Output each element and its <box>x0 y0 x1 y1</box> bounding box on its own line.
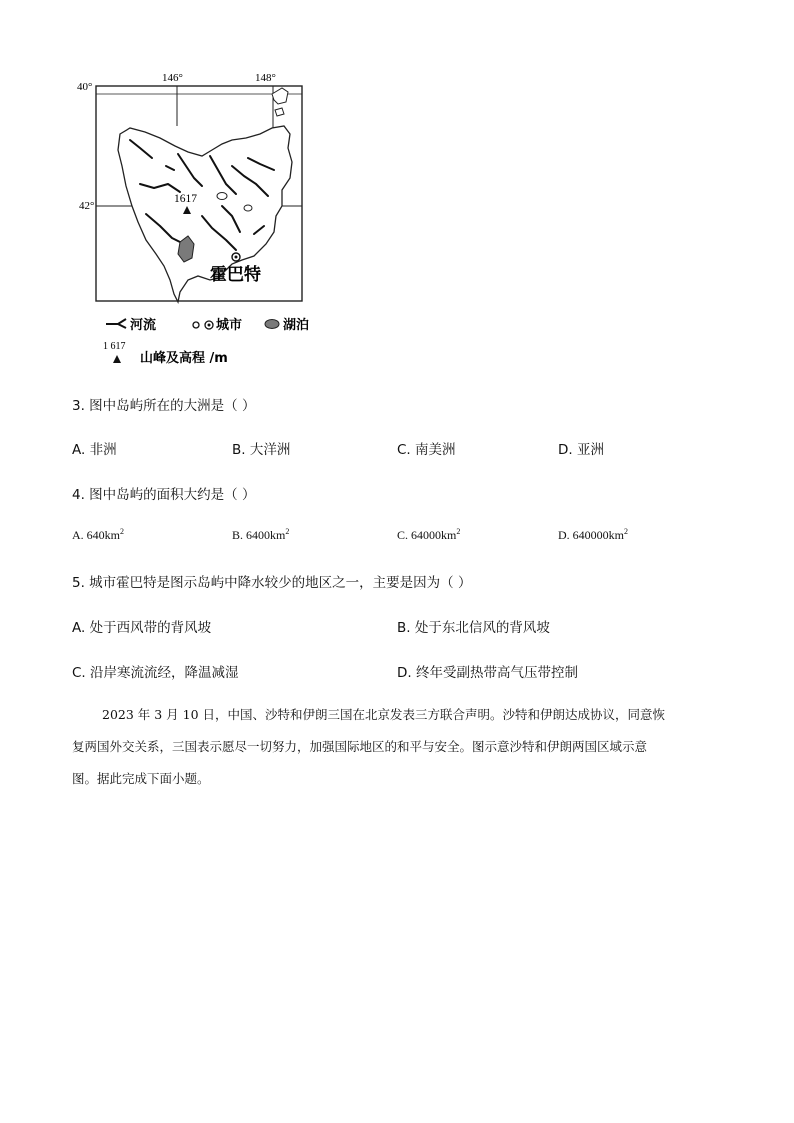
question-3-option-a[interactable]: A. 非洲 <box>72 442 117 458</box>
lat-label-40: 40° <box>77 81 93 93</box>
flinders-island <box>272 88 288 104</box>
lon-label-146: 146° <box>162 72 183 84</box>
lake-3 <box>244 205 252 211</box>
option-d-text: D. 640000km <box>558 528 624 542</box>
option-b-text: B. 6400km <box>232 528 286 542</box>
question-4-option-a[interactable] <box>72 527 124 543</box>
city-name-hobart: 霍巴特 <box>210 265 261 285</box>
superscript: 2 <box>456 527 461 536</box>
legend-river-icon <box>106 319 126 328</box>
passage-line-2: 复两国外交关系，三国表示愿尽一切努力，加强国际地区的和平与安全。图示意沙特和伊朗两国区域示意 <box>72 739 648 754</box>
legend-river-label: 河流 <box>130 318 157 333</box>
legend-peak-icon <box>113 355 121 363</box>
superscript: 2 <box>624 527 628 536</box>
question-5-option-a[interactable]: A. 处于西风带的背风坡 <box>72 620 212 636</box>
question-5-stem: 5. 城市霍巴特是图示岛屿中降水较少的地区之一，主要是因为（ ） <box>72 575 472 591</box>
option-a-text: A. 640km <box>72 528 120 542</box>
tasmania-map <box>70 66 340 366</box>
option-c-text: C. 64000km <box>397 528 457 542</box>
question-5-option-c[interactable]: C. 沿岸寒流流经，降温减湿 <box>72 665 239 681</box>
small-island <box>275 108 284 116</box>
lon-label-148: 148° <box>255 72 276 84</box>
superscript: 2 <box>285 527 290 536</box>
question-5-option-b[interactable]: B. 处于东北信风的背风坡 <box>397 620 550 636</box>
legend-peak-label: 山峰及高程 /m <box>140 351 228 366</box>
legend-city-icon-small <box>193 322 199 328</box>
question-3-option-c[interactable]: C. 南美洲 <box>397 442 456 458</box>
question-4-option-d[interactable] <box>558 527 628 543</box>
question-3-option-d[interactable]: D. 亚洲 <box>558 442 604 458</box>
legend-lake-label: 湖泊 <box>283 318 310 333</box>
question-4-option-b[interactable] <box>232 527 289 543</box>
superscript: 2 <box>120 527 124 536</box>
question-4-option-c[interactable] <box>397 527 460 543</box>
question-3-option-b[interactable]: B. 大洋洲 <box>232 442 291 458</box>
peak-elevation-label: 1617 <box>174 193 197 205</box>
legend-lake-icon <box>265 320 279 329</box>
question-5-option-d[interactable]: D. 终年受副热带高气压带控制 <box>397 665 578 681</box>
passage-line-3: 图。据此完成下面小题。 <box>72 771 210 786</box>
legend-city-label: 城市 <box>216 318 243 333</box>
question-4-stem: 4. 图中岛屿的面积大约是（ ） <box>72 487 256 503</box>
lake-2 <box>217 193 227 200</box>
legend-peak-number: 1 617 <box>103 341 126 352</box>
passage-line-1: 2023 年 3 月 10 日，中国、沙特和伊朗三国在北京发表三方联合声明。沙特和伊朗达成协议，同意恢 <box>102 707 666 722</box>
question-3-stem: 3. 图中岛屿所在的大洲是（ ） <box>72 398 256 414</box>
lat-label-42: 42° <box>79 200 95 212</box>
